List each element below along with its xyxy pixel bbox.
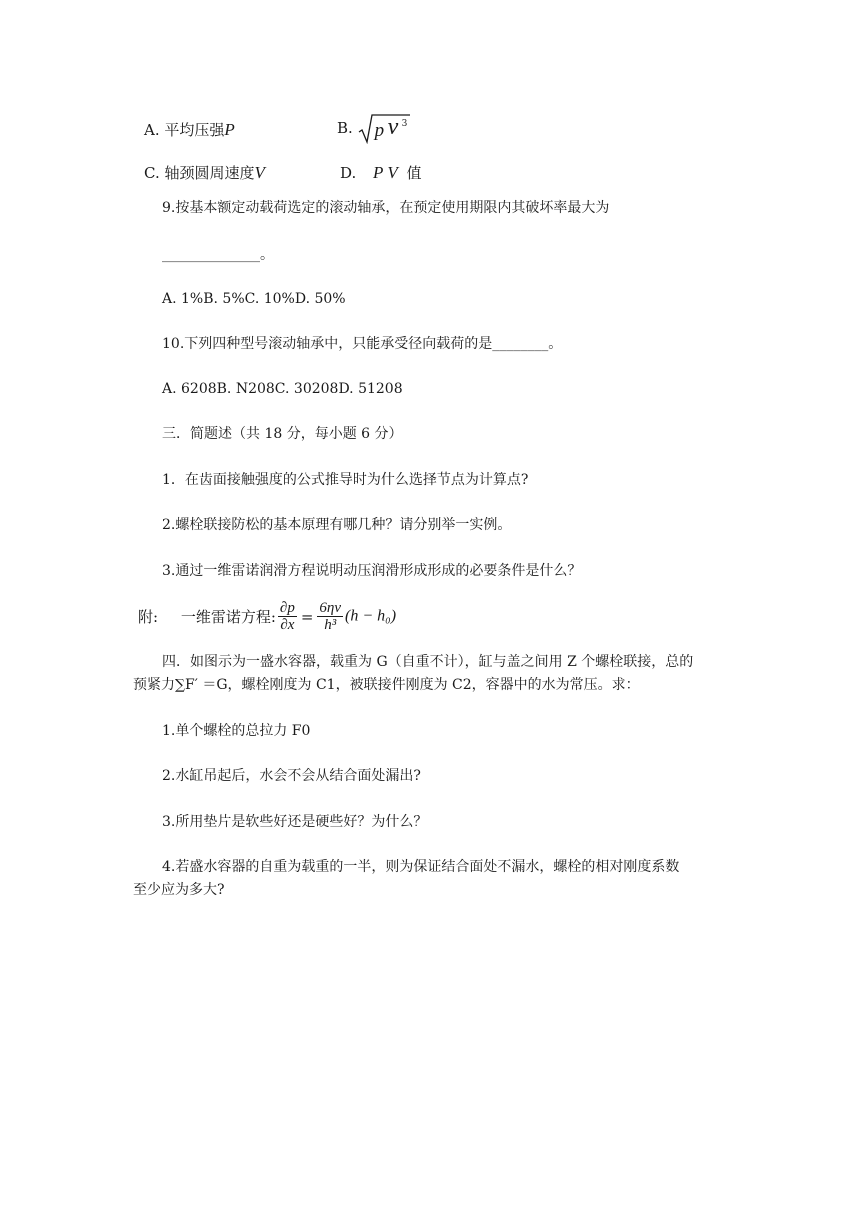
formula-rhs-den: h³: [324, 617, 337, 633]
q10-options: A. 6208B. N208C. 30208D. 51208: [162, 381, 403, 397]
formula-lhs-fraction: [278, 600, 297, 633]
sqrt-var-v: v: [387, 114, 399, 140]
q10-text: 10.下列四种型号滚动轴承中，只能承受径向载荷的是________。: [162, 336, 563, 352]
q9-options: A. 1%B. 5%C. 10%D. 50%: [162, 291, 346, 307]
sqrt-exponent: 3: [401, 119, 408, 129]
formula-label: 一维雷诺方程:: [180, 608, 276, 626]
section4-line2: 预紧力∑F′ ＝G，螺栓刚度为 C1，被联接件刚度为 C2，容器中的水为常压。求：: [133, 677, 640, 693]
option-d-var: P V: [373, 163, 398, 182]
option-a: [144, 119, 235, 141]
q9-text: 9.按基本额定动载荷选定的滚动轴承，在预定使用期限内其破坏率最大为: [162, 200, 610, 216]
formula-rhs-num: 6ηv: [319, 600, 342, 616]
formula-prefix: 附:: [138, 608, 159, 626]
option-c: [144, 162, 265, 184]
option-d-label: D.: [340, 164, 357, 182]
section3-q1: 1．在齿面接触强度的公式推导时为什么选择节点为计算点?: [162, 472, 529, 488]
section4-q4-line1: 4.若盛水容器的自重为载重的一半，则为保证结合面处不漏水，螺栓的相对刚度系数: [162, 859, 680, 875]
section4-line1: 四．如图示为一盛水容器，载重为 G（自重不计），缸与盖之间用 Z 个螺栓联接，总的: [162, 654, 694, 670]
option-a-var: P: [224, 120, 235, 139]
reynolds-formula: [138, 600, 396, 633]
section4-q2: 2.水缸吊起后，水会不会从结合面处漏出?: [162, 768, 421, 784]
formula-lhs-den: ∂x: [280, 617, 295, 633]
formula-rhs-fraction: [317, 600, 343, 633]
sqrt-var-p: p: [374, 120, 385, 141]
section4-q4-line2: 至少应为多大?: [133, 882, 225, 898]
formula-lhs-num: ∂p: [279, 600, 295, 616]
option-d-suffix: 值: [406, 164, 422, 182]
option-d: [340, 162, 422, 184]
formula-tail: (h − h₀): [345, 607, 397, 625]
option-c-var: V: [254, 163, 265, 182]
section4-q3: 3.所用垫片是软些好还是硬些好？为什么？: [162, 814, 428, 830]
section4-q1: 1.单个螺栓的总拉力 F0: [162, 723, 311, 739]
option-a-label: A. 平均压强: [144, 121, 225, 139]
section3-q3: 3.通过一维雷诺润滑方程说明动压润滑形成形成的必要条件是什么？: [162, 563, 582, 579]
section3-title: 三．简题述（共 18 分，每小题 6 分）: [162, 426, 403, 442]
option-c-label: C. 轴颈圆周速度: [144, 164, 255, 182]
formula-equals: =: [300, 607, 314, 626]
q9-blank: ______________。: [162, 247, 274, 263]
option-b-label: B.: [337, 119, 353, 137]
section3-q2: 2.螺栓联接防松的基本原理有哪几种？请分别举一实例。: [162, 517, 512, 533]
sqrt-expression: [358, 112, 410, 144]
option-b: [337, 112, 410, 146]
